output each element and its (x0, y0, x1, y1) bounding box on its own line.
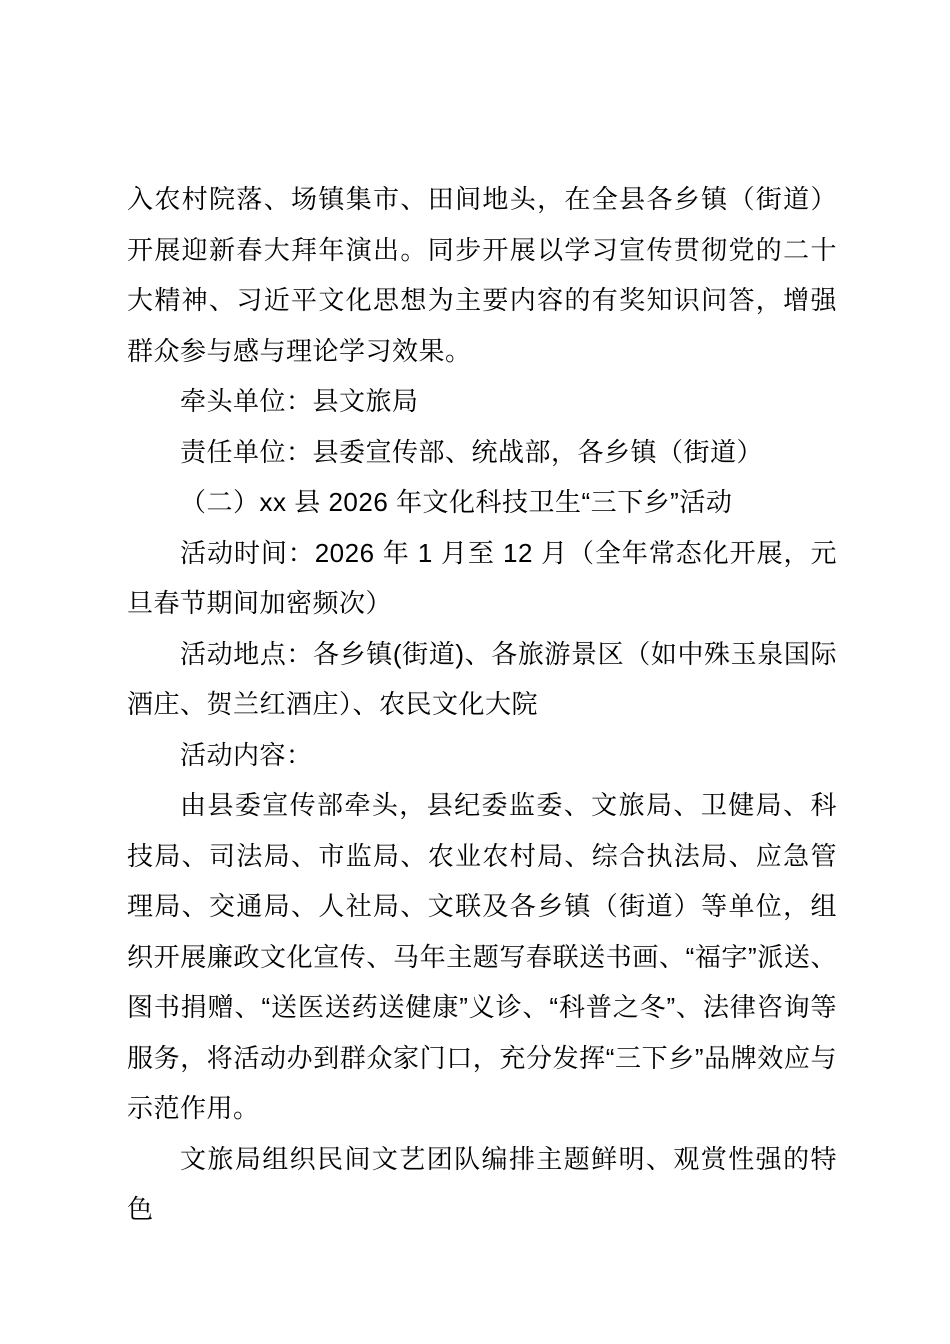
paragraph-culture-team: 文旅局组织民间文艺团队编排主题鲜明、观赏性强的特色 (127, 1143, 837, 1224)
paragraph-lead-unit: 牵头单位：县文旅局 (180, 386, 419, 416)
paragraph-activity-location: 活动地点：各乡镇(街道)、各旅游景区（如中殊玉泉国际酒庄、贺兰红酒庄）、农民文化大院 (127, 638, 837, 719)
paragraph-section-heading: （二）xx 县 2026 年文化科技卫生“三下乡”活动 (180, 487, 733, 517)
paragraph-activity-time: 活动时间：2026 年 1 月至 12 月（全年常态化开展，元旦春节期间加密频次） (127, 537, 837, 618)
paragraph-continuation: 入农村院落、场镇集市、田间地头，在全县各乡镇（街道）开展迎新春大拜年演出。同步开展以学习宣传贯彻党的二十大精神、习近平文化思想为主要内容的有奖知识问答，增强群众参与感与理论学习效果。 (127, 184, 837, 366)
document-body (127, 174, 837, 1235)
paragraph-activity-content-label: 活动内容： (180, 739, 313, 770)
paragraph-activity-content: 由县委宣传部牵头，县纪委监委、文旅局、卫健局、科技局、司法局、市监局、农业农村局、综合执法局、应急管理局、交通局、人社局、文联及各乡镇（街道）等单位，组织开展廉政文化宣传、马年主题写春联送书画、“福字”派送、图书捐赠、“送医送药送健康”义诊、“科普之冬”、法律咨询等服务，将活动办到群众家门口，充分发挥“三下乡”品牌效应与示范作用。 (127, 790, 837, 1123)
paragraph-responsible-unit: 责任单位：县委宣传部、统战部，各乡镇（街道） (180, 436, 764, 467)
